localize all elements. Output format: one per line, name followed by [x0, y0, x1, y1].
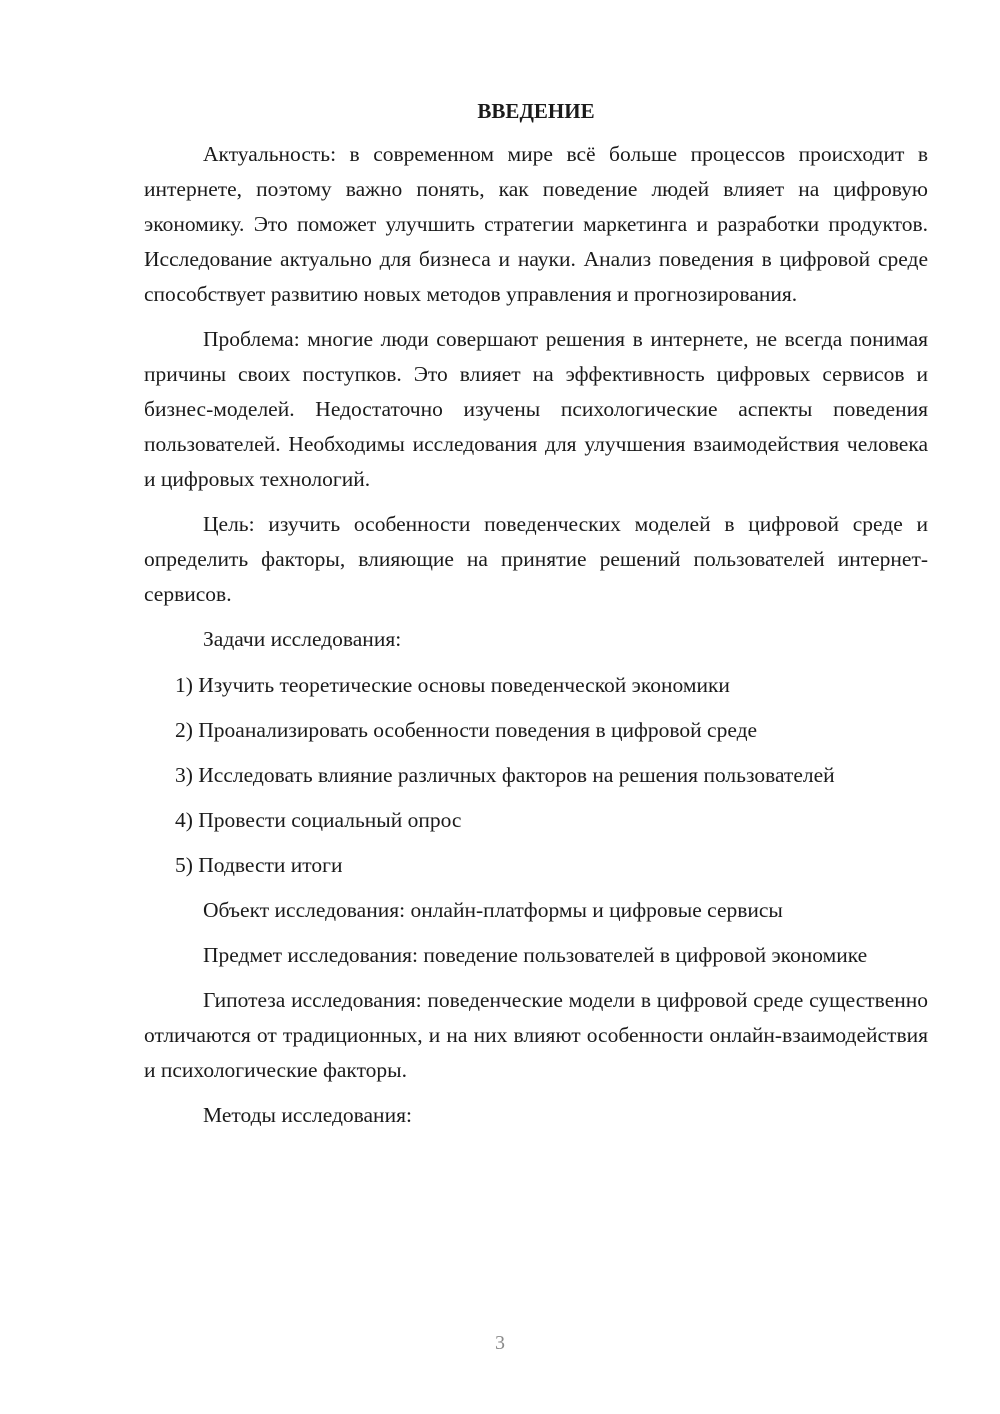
paragraph-problem: Проблема: многие люди совершают решения в интернете, не всегда понимая причины своих поступков. Это влияет на эффективность цифровых сервисов и бизнес-моделей. Недостаточно изучены психологические аспекты поведения пользователей. Необходимы исследования для улучшения взаимодействия человека и цифровых технологий.	[144, 327, 928, 491]
task-item-1: 1) Изучить теоретические основы поведенческой экономики	[175, 673, 730, 697]
task-item-3: 3) Исследовать влияние различных факторов на решения пользователей	[175, 763, 835, 787]
paragraph-tasks-title: Задачи исследования:	[203, 627, 402, 651]
paragraph-methods-title: Методы исследования:	[203, 1103, 412, 1127]
page-number: 3	[495, 1332, 505, 1354]
section-heading: ВВЕДЕНИЕ	[477, 99, 595, 123]
document-page	[144, 96, 928, 1143]
paragraph-subject: Предмет исследования: поведение пользователей в цифровой экономике	[203, 943, 868, 967]
paragraph-goal: Цель: изучить особенности поведенческих моделей в цифровой среде и определить факторы, влияющие на принятие решений пользователей интернет-сервисов.	[144, 512, 928, 606]
task-item-5: 5) Подвести итоги	[175, 853, 343, 877]
paragraph-hypothesis: Гипотеза исследования: поведенческие модели в цифровой среде существенно отличаются от традиционных, и на них влияют особенности онлайн-взаимодействия и психологические факторы.	[144, 988, 928, 1082]
task-item-4: 4) Провести социальный опрос	[175, 808, 462, 832]
task-item-2: 2) Проанализировать особенности поведения в цифровой среде	[175, 718, 758, 742]
paragraph-relevance: Актуальность: в современном мире всё больше процессов происходит в интернете, поэтому важно понять, как поведение людей влияет на цифровую экономику. Это поможет улучшить стратегии маркетинга и разработки продуктов. Исследование актуально для бизнеса и науки. Анализ поведения в цифровой среде способствует развитию новых методов управления и прогнозирования.	[144, 142, 928, 306]
paragraph-object: Объект исследования: онлайн-платформы и цифровые сервисы	[203, 898, 783, 922]
